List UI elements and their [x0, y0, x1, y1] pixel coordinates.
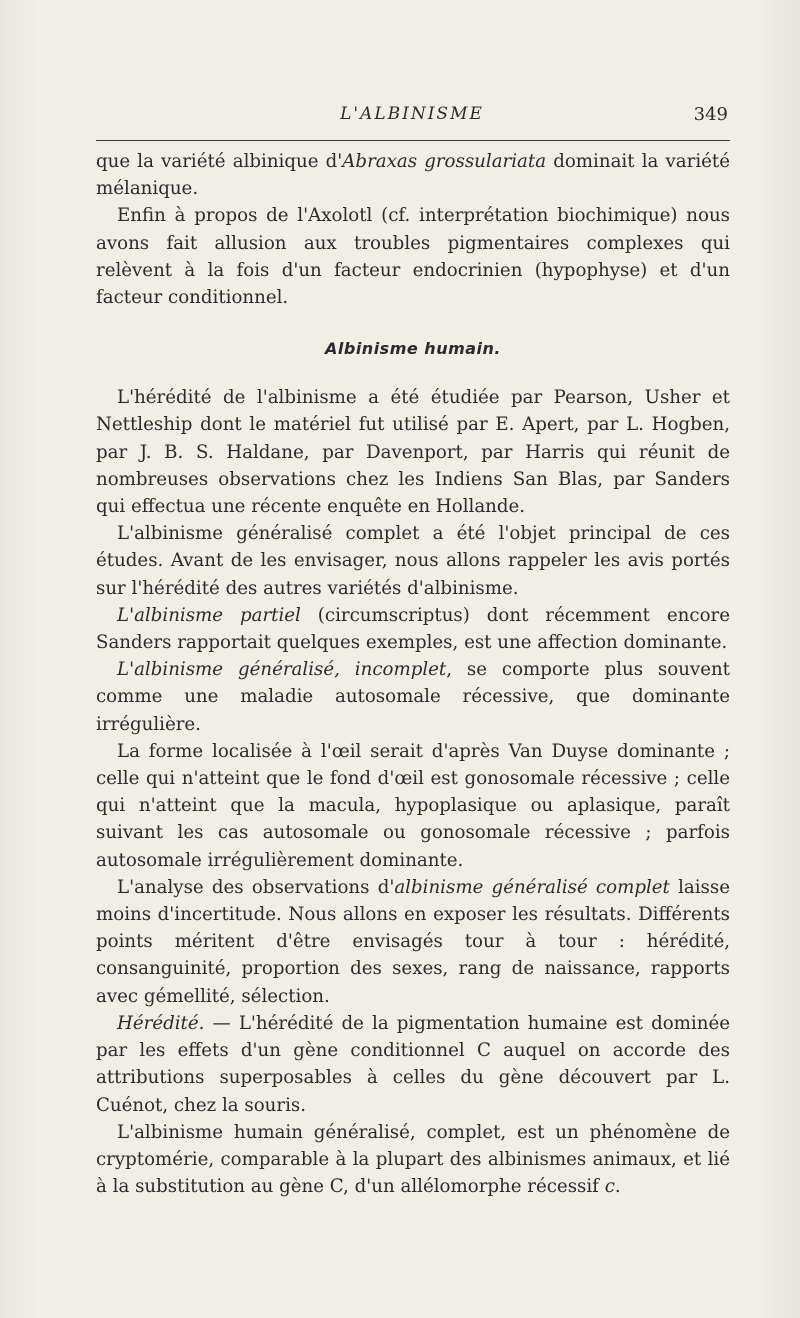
paragraph-5: [96, 602, 730, 656]
paragraph-10-italic: c: [604, 1176, 615, 1198]
running-title: L'ALBINISME: [340, 104, 484, 124]
paragraph-1-italic: Abraxas grossulariata: [342, 151, 547, 172]
paragraph-4: L'albinisme généralisé complet a été l'objet principal de ces études. Avant de les envisager, nous allons rappeler les avis portés sur l'hérédité des autres variétés d'albinisme.: [96, 523, 730, 599]
paragraph-3: L'hérédité de l'albinisme a été étudiée par Pearson, Usher et Nettleship dont le matériel fut utilisé par E. Apert, par L. Hogben, par J. B. S. Haldane, par Davenport, par Harris qui réunit de nombreuses observations chez les Indiens San Blas, par Sanders qui effectua une récente enquête en Hollande.: [96, 387, 730, 518]
paragraph-8-italic: albinisme généralisé complet: [394, 876, 670, 898]
paragraph-10-text-a: L'albinisme humain généralisé, complet, est un phénomène de cryptomérie, comparable à la plupart des albinismes animaux, et lié à la substitution au gène C, d'un allélomorphe récessif: [96, 1121, 730, 1198]
paragraph-7: La forme localisée à l'œil serait d'après Van Duyse dominante ; celle qui n'atteint que le fond d'œil est gonosomale récessive ; celle qui n'atteint que la macula, hypoplasique ou aplasique, paraît suivant les cas autosomale ou gonosomale récessive ; parfois autosomale irrégulièrement dominante.: [96, 740, 730, 871]
paragraph-5-italic: L'albinisme partiel: [117, 604, 301, 626]
paragraph-1-text-a: que la variété albinique d': [96, 151, 343, 172]
paragraph-1: [96, 148, 730, 202]
paragraph-10-text-b: .: [614, 1176, 621, 1198]
paragraph-8-text-b: laisse moins d'incertitude. Nous allons en exposer les résultats. Différents points méritent d'être envisagés tour à tour : hérédité, consanguinité, proportion des sexes, rang de naissance, rapports avec gémellité, sélection.: [96, 876, 730, 1007]
paragraph-8: [96, 874, 730, 1010]
header-rule: [96, 140, 730, 141]
page-number: 349: [693, 104, 728, 125]
paragraph-9-text: — L'hérédité de la pigmentation humaine est dominée par les effets d'un gène conditionnel C auquel on accorde des attributions superposables à celles du gène découvert par L. Cuénot, chez la souris.: [96, 1012, 730, 1116]
section-heading: Albinisme humain.: [325, 339, 501, 359]
paragraph-6: [96, 656, 730, 738]
paragraph-6-italic: L'albinisme généralisé, incomplet: [117, 659, 447, 681]
running-head: [96, 104, 728, 134]
paragraph-1-text-b: dominait la variété mélanique.: [96, 151, 730, 200]
paragraph-10: [96, 1119, 730, 1201]
paragraph-2: Enfin à propos de l'Axolotl (cf. interprétation biochimique) nous avons fait allusion aux troubles pigmentaires complexes qui relèvent à la fois d'un facteur endocrinien (hypophyse) et d'un facteur conditionnel.: [96, 205, 730, 309]
paragraph-8-text-a: L'analyse des observations d': [117, 876, 395, 898]
paragraph-9: [96, 1010, 730, 1119]
body-text: [96, 148, 730, 1200]
paragraph-5-text: (circumscriptus) dont récemment encore Sanders rapportait quelques exemples, est une affection dominante.: [96, 604, 730, 654]
paragraph-9-italic: Hérédité.: [117, 1012, 205, 1034]
paragraph-6-text: , se comporte plus souvent comme une maladie autosomale récessive, que dominante irrégulière.: [96, 659, 730, 735]
